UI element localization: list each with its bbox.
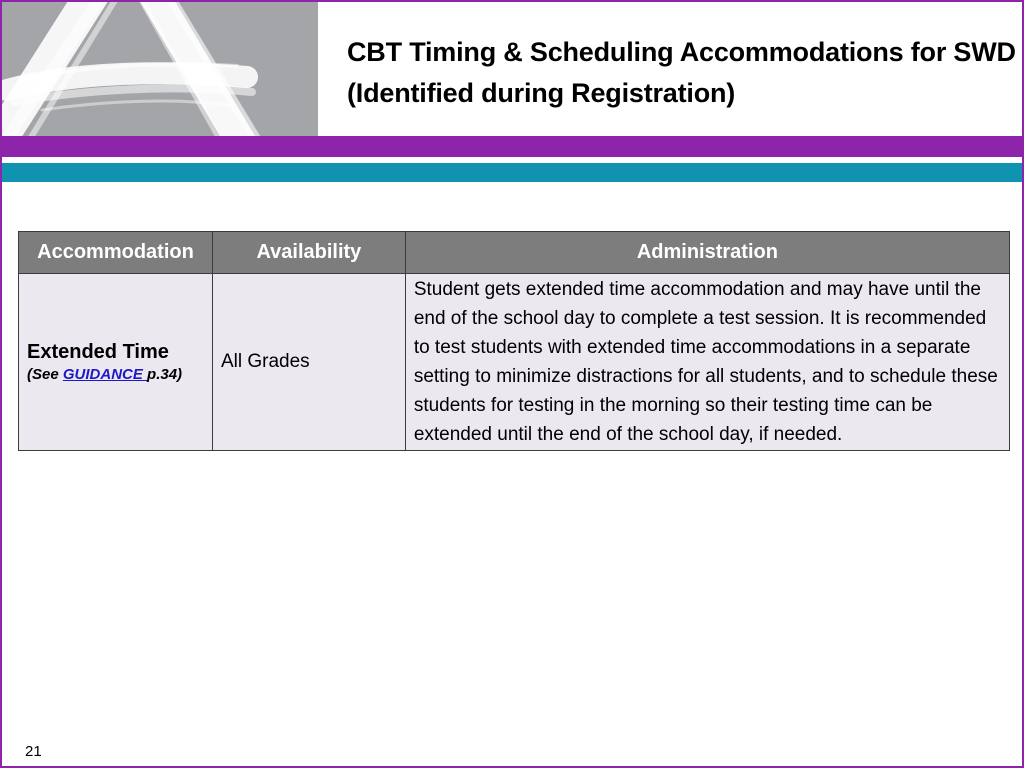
slide-title: CBT Timing & Scheduling Accommodations for SWD (Identified during Registration) xyxy=(347,37,1016,108)
brush-letter-a-logo-icon xyxy=(2,2,318,136)
accommodation-name: Extended Time xyxy=(27,341,169,363)
logo xyxy=(2,2,318,136)
accommodation-reference xyxy=(27,365,204,385)
table-header-row xyxy=(19,232,1010,274)
cell-administration: Student gets extended time accommodation and may have until the end of the school day to complete a test session. It is recommended to test students with extended time accommodations in a separate setting to minimize distractions for all students, and to schedule these students for testing in the morning so their testing time can be extended until the end of the school day, if needed. xyxy=(405,274,1009,451)
header-administration: Administration xyxy=(405,232,1009,274)
cell-availability: All Grades xyxy=(212,274,405,451)
purple-band xyxy=(2,136,1024,157)
header-accommodation: Accommodation xyxy=(19,232,213,274)
guidance-link[interactable]: GUIDANCE xyxy=(62,366,148,383)
teal-band xyxy=(2,163,1024,182)
header-availability: Availability xyxy=(212,232,405,274)
page-number: 21 xyxy=(25,743,42,760)
reference-prefix: (See xyxy=(27,366,63,383)
cell-accommodation xyxy=(19,274,213,451)
table-row xyxy=(19,274,1010,451)
reference-suffix: p.34) xyxy=(147,366,183,383)
accommodations-table xyxy=(18,231,1010,451)
